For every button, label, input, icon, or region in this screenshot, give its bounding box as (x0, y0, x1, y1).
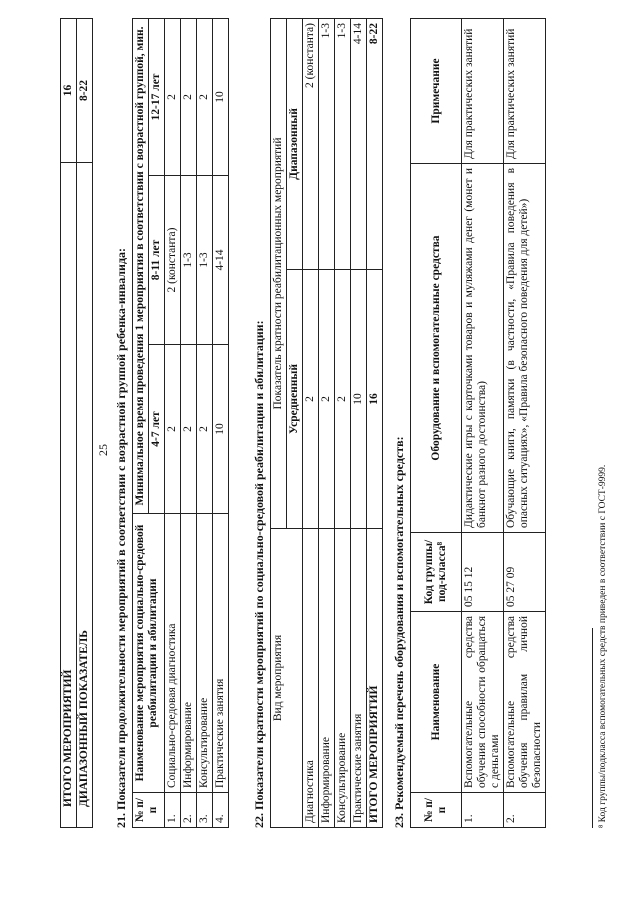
row-name: ИТОГО МЕРОПРИЯТИЙ (367, 529, 383, 828)
table-row (504, 19, 546, 828)
row-num: 1. (165, 793, 181, 828)
row-value: 2 (181, 19, 197, 176)
col-num-header: № п/п (133, 793, 165, 828)
row-num: 2. (504, 793, 546, 828)
row-name: Социально-средовая диагностика (165, 514, 181, 793)
row-range: 2 (константа) (303, 19, 319, 270)
row-range: 8-22 (367, 19, 383, 270)
row-avg: 2 (319, 270, 335, 529)
col-avg-header: Усредненный (287, 270, 303, 529)
row-value: 2 (165, 19, 181, 176)
totals-value: 16 (61, 19, 77, 163)
col-time-header: Минимальное время проведения 1 мероприятия в соответствии с возрастной группой, мин. (133, 19, 149, 514)
table-row (367, 19, 383, 828)
footnote-rule (592, 628, 593, 828)
row-equipment: Обучающие книги, памятки (в частности, «Правила поведения в опасных ситуациях», «Правила безопасного поведения для детей») (504, 164, 546, 533)
row-value: 4-14 (213, 176, 229, 345)
row-avg: 2 (303, 270, 319, 529)
row-num: 3. (197, 793, 213, 828)
table-row (61, 19, 77, 828)
row-name: Вспомогательные средства обучения способности обращаться с деньгами (462, 612, 504, 793)
totals-table (60, 18, 93, 828)
totals-label: ИТОГО МЕРОПРИЯТИЙ (61, 163, 77, 828)
table-row (197, 19, 213, 828)
row-name: Практические занятия (351, 529, 367, 828)
row-num: 1. (462, 793, 504, 828)
col-kind-header: Вид мероприятия (271, 529, 303, 828)
col-name-header: Наименование (411, 612, 462, 793)
table-row (411, 19, 462, 828)
section22-title: 22. Показатели кратности мероприятий по социально-средовой реабилитации и абилитации: (252, 320, 266, 828)
section21-title: 21. Показатели продолжительности мероприятий в соответствии с возрастной группой ребенка-инвалида: (114, 247, 128, 828)
row-value: 2 (165, 345, 181, 514)
row-name: Консультирование (197, 514, 213, 793)
row-num: 2. (181, 793, 197, 828)
row-range: 4-14 (351, 19, 367, 270)
duration-table (132, 18, 229, 828)
table-row (133, 19, 149, 828)
col-name-header: Наименование мероприятия социально-средовой реабилитации и абилитации (133, 514, 165, 793)
table-row (335, 19, 351, 828)
col-num-header: № п/п (411, 793, 462, 828)
table-row (271, 19, 287, 828)
table-row (181, 19, 197, 828)
row-name: Информирование (319, 529, 335, 828)
age-group-header: 8-11 лет (149, 176, 165, 345)
row-name: Диагностика (303, 529, 319, 828)
col-equipment-header: Оборудование и вспомогательные средства (411, 164, 462, 533)
row-avg: 10 (351, 270, 367, 529)
row-name: Информирование (181, 514, 197, 793)
row-value: 10 (213, 19, 229, 176)
row-value: 1-3 (181, 176, 197, 345)
row-value: 2 (197, 345, 213, 514)
col-ratio-header: Показатель кратности реабилитационных мероприятий (271, 19, 287, 529)
table-row (303, 19, 319, 828)
age-group-header: 4-7 лет (149, 345, 165, 514)
col-range-header: Диапазонный (287, 19, 303, 270)
row-code: 05 27 09 (504, 533, 546, 612)
row-name: Консультирование (335, 529, 351, 828)
table-row (462, 19, 504, 828)
range-value: 8-22 (77, 19, 93, 163)
page-number: 25 (96, 444, 110, 456)
row-value: 2 (181, 345, 197, 514)
footnote: ⁸ Код группы/подкласса вспомогательных средств приведен в соответствии с ГОСТ-9999. (598, 464, 608, 828)
col-code-header: Код группы/под-класса⁸ (411, 533, 462, 612)
row-equipment: Дидактические игры с карточками товаров и муляжами денег (монет и банкнот разного достоинства) (462, 164, 504, 533)
row-value: 2 (197, 19, 213, 176)
row-note: Для практических занятий (462, 19, 504, 164)
row-value: 2 (константа) (165, 176, 181, 345)
table-row (319, 19, 335, 828)
range-label: ДИАПАЗОННЫЙ ПОКАЗАТЕЛЬ (77, 163, 93, 828)
table-row (213, 19, 229, 828)
row-note: Для практических занятий (504, 19, 546, 164)
table-row (351, 19, 367, 828)
row-avg: 2 (335, 270, 351, 529)
equipment-table (410, 18, 546, 828)
row-range: 1-3 (335, 19, 351, 270)
row-name: Практические занятия (213, 514, 229, 793)
col-note-header: Примечание (411, 19, 462, 164)
table-row (165, 19, 181, 828)
section23-title: 23. Рекомендуемый перечень оборудования и вспомогательных средств: (392, 436, 406, 828)
row-code: 05 15 12 (462, 533, 504, 612)
row-value: 1-3 (197, 176, 213, 345)
row-name: Вспомогательные средства обучения правилам личной безопасности (504, 612, 546, 793)
ratio-table (270, 18, 383, 828)
age-group-header: 12-17 лет (149, 19, 165, 176)
row-avg: 16 (367, 270, 383, 529)
row-value: 10 (213, 345, 229, 514)
row-num: 4. (213, 793, 229, 828)
table-row (77, 19, 93, 828)
row-range: 1-3 (319, 19, 335, 270)
